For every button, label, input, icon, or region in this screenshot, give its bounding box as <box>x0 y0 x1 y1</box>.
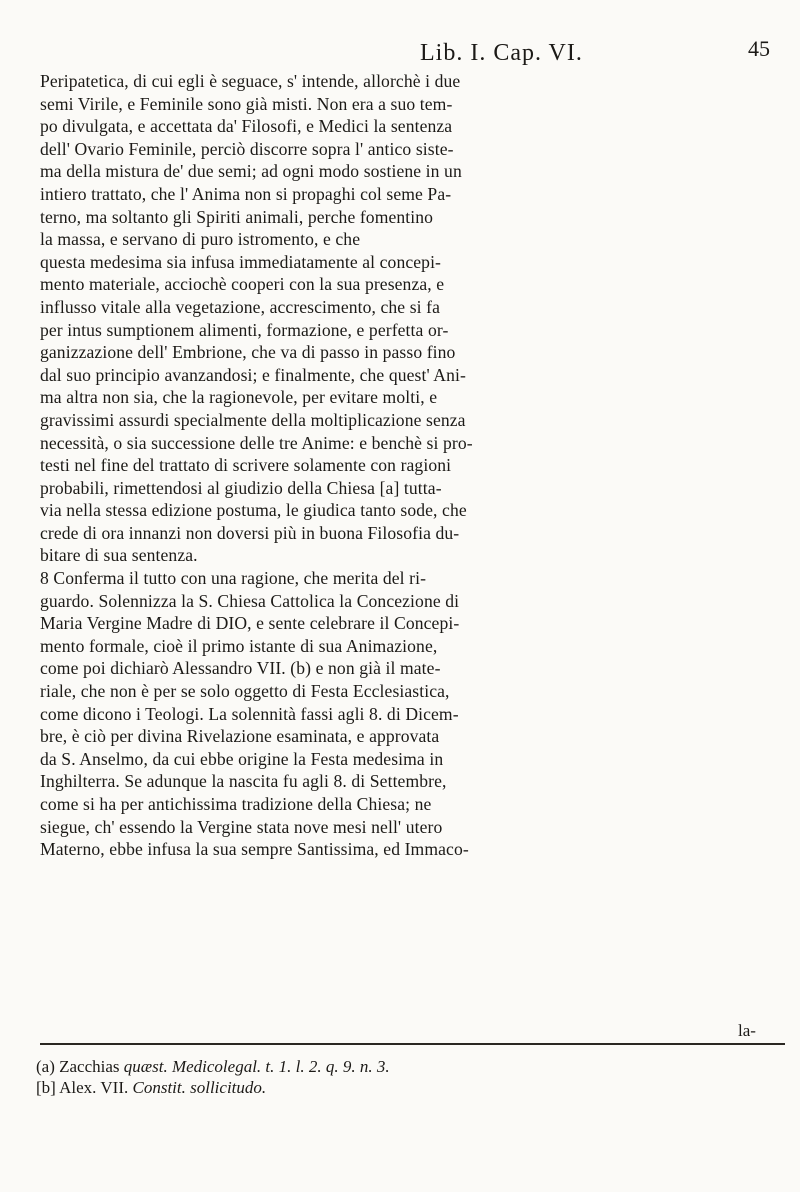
text-line: po divulgata, e accettata da' Filosofi, e Medici la sentenza <box>40 116 453 137</box>
text-line: probabili, rimettendosi al giudizio della Chiesa [a] tutta- <box>40 477 442 498</box>
text-line: ma della mistura de' due semi; ad ogni modo sostiene in un <box>40 161 462 182</box>
text-line: terno, ma soltanto gli Spiriti animali, perche fomentino <box>40 206 434 227</box>
text-line: 8 Conferma il tutto con una ragione, che merita del ri- <box>40 568 427 589</box>
footnote-citation: Constit. sollicitudo. <box>132 1078 267 1097</box>
text-line: come poi dichiarò Alessandro VII. (b) e non già il mate- <box>40 658 441 679</box>
footnote <box>36 1077 796 1098</box>
text-line: intiero trattato, che l' Anima non si propaghi col seme Pa- <box>40 183 452 204</box>
text-line: la massa, e servano di puro istromento, e che <box>40 229 361 250</box>
footnote <box>36 1056 796 1077</box>
footnote-mark: [b] <box>36 1078 56 1097</box>
text-line: via nella stessa edizione postuma, le giudica tanto sode, che <box>40 500 467 521</box>
text-line: questa medesima sia infusa immediatamente al concepi- <box>40 251 442 272</box>
text-line: ganizzazione dell' Embrione, che va di passo in passo fino <box>40 342 456 363</box>
text-line: siegue, ch' essendo la Vergine stata nove mesi nell' utero <box>40 816 443 837</box>
text-line: mento materiale, acciochè cooperi con la sua presenza, e <box>40 274 445 295</box>
text-line: Maria Vergine Madre di DIO, e sente celebrare il Concepi- <box>40 613 460 634</box>
text-line: crede di ora innanzi non doversi più in buona Filosofia du- <box>40 522 460 543</box>
footnote-rule <box>40 1043 785 1045</box>
footnote-mark: (a) <box>36 1057 55 1076</box>
footnote-author: Zacchias <box>59 1057 120 1076</box>
text-line: Peripatetica, di cui egli è seguace, s' intende, allorchè i due <box>40 71 461 91</box>
text-line: mento formale, cioè il primo istante di sua Animazione, <box>40 635 438 656</box>
text-line: ma altra non sia, che la ragionevole, per evitare molti, e <box>40 387 438 408</box>
text-line: da S. Anselmo, da cui ebbe origine la Festa medesima in <box>40 748 444 769</box>
text-line: come dicono i Teologi. La solennità fassi agli 8. di Dicem- <box>40 703 459 724</box>
text-line: bitare di sua sentenza. <box>40 545 198 566</box>
text-line: influsso vitale alla vegetazione, accrescimento, che si fa <box>40 296 441 317</box>
page-number: 45 <box>748 36 770 61</box>
footnote-author: Alex. VII. <box>59 1078 129 1097</box>
text-line: guardo. Solennizza la S. Chiesa Cattolica la Concezione di <box>40 590 460 611</box>
text-line: dal suo principio avanzandosi; e finalmente, che quest' Ani- <box>40 364 466 385</box>
text-line: per intus sumptionem alimenti, formazione, e perfetta or- <box>40 319 449 340</box>
text-line: bre, è ciò per divina Rivelazione esaminata, e approvata <box>40 726 440 747</box>
text-line: Materno, ebbe infusa la sua sempre Santissima, ed Immaco- <box>40 839 469 860</box>
text-line: testi nel fine del trattato di scrivere solamente con ragioni <box>40 455 452 476</box>
running-head: Lib. I. Cap. VI. <box>420 40 583 66</box>
footnote-citation: quæst. Medicolegal. t. 1. l. 2. q. 9. n. 3. <box>123 1057 390 1076</box>
text-line: necessità, o sia successione delle tre Anime: e benchè si pro- <box>40 432 473 453</box>
footnotes <box>36 1056 796 1098</box>
text-line: gravissimi assurdi specialmente della moltiplicazione senza <box>40 409 466 430</box>
text-line: come si ha per antichissima tradizione della Chiesa; ne <box>40 794 432 814</box>
text-line: Inghilterra. Se adunque la nascita fu agli 8. di Settembre, <box>40 771 447 792</box>
text-line: riale, che non è per se solo oggetto di Festa Ecclesiastica, <box>40 681 450 702</box>
catchword: la- <box>738 1021 756 1040</box>
body-text <box>40 70 800 861</box>
text-line: dell' Ovario Feminile, perciò discorre sopra l' antico siste- <box>40 138 454 159</box>
text-line: semi Virile, e Feminile sono già misti. Non era a suo tem- <box>40 93 453 114</box>
